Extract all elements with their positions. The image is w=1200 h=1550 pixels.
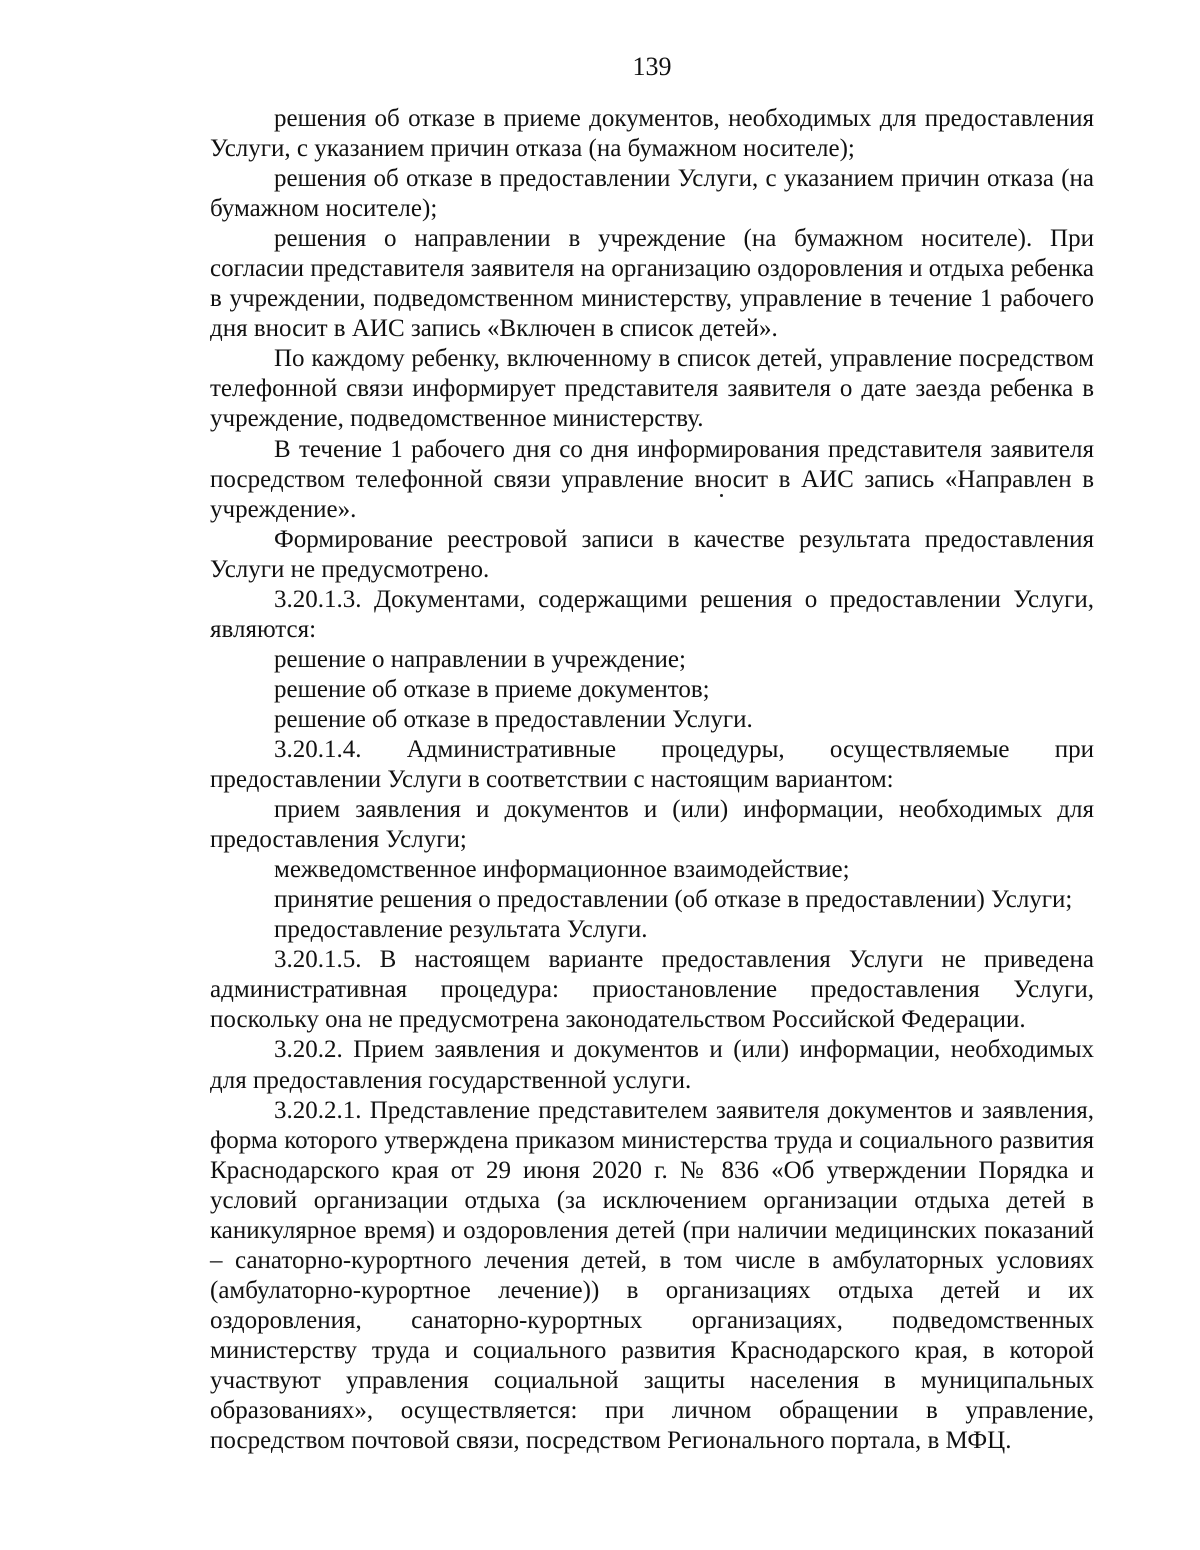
- paragraph-3-20-2-1: 3.20.2.1. Представление представителем заявителя документов и заявления, форма которого утверждена приказом министерства труда и социального развития Краснодарского края от 29 июня 2020 г. № 836 «Об утверждении Порядка и условий организации отдыха (за исключением организации отдыха детей в каникулярное время) и оздоровления детей (при наличии медицинских показаний – санаторно-курортного лечения детей, в том числе в амбулаторных условиях (амбулаторно-курортное лечение)) в организациях отдыха детей и их оздоровления, санаторно-курортных организациях, подведомственных министерству труда и социального развития Краснодарского края, в которой участвуют управления социальной защиты населения в муниципальных образованиях», осуществляется: при личном обращении в управление, посредством почтовой связи, посредством Регионального портала, в МФЦ.: [210, 1096, 1094, 1455]
- paragraph-refusal-documents: решения об отказе в приеме документов, необходимых для предоставления Услуги, с указанием причин отказа (на бумажном носителе);: [210, 105, 1094, 163]
- paragraph-refusal-service: решения об отказе в предоставлении Услуги, с указанием причин отказа (на бумажном носителе);: [210, 165, 1094, 223]
- list-item-procedure-interagency: межведомственное информационное взаимодействие;: [274, 856, 850, 884]
- paragraph-3-20-2: 3.20.2. Прием заявления и документов и (или) информации, необходимых для предоставления государственной услуги.: [210, 1036, 1094, 1094]
- paragraph-referral-decision: решения о направлении в учреждение (на бумажном носителе). При согласии представителя заявителя на организацию оздоровления и отдыха ребенка в учреждении, подведомственном министерству, управление в течение 1 рабочего дня вносит в АИС запись «Включен в список детей».: [210, 225, 1094, 343]
- paragraph-3-20-1-5: 3.20.1.5. В настоящем варианте предоставления Услуги не приведена административная процедура: приостановление предоставления Услуги, поскольку она не предусмотрена законодательством Российской Федерации.: [210, 946, 1094, 1034]
- list-item-decision-refusal-documents: решение об отказе в приеме документов;: [274, 675, 710, 703]
- paragraph-3-20-1-3: 3.20.1.3. Документами, содержащими решения о предоставлении Услуги, являются:: [210, 585, 1094, 643]
- document-body: [210, 104, 1094, 1456]
- page-number: 139: [632, 52, 672, 81]
- paragraph-ais-record: В течение 1 рабочего дня со дня информирования представителя заявителя посредством телефонной связи управление вносит в АИС запись «Направлен в учреждение».: [210, 435, 1094, 523]
- paragraph-child-notification: По каждому ребенку, включенному в список детей, управление посредством телефонной связи информирует представителя заявителя о дате заезда ребенка в учреждение, подведомственное министерству.: [210, 345, 1094, 433]
- paragraph-3-20-1-4: 3.20.1.4. Административные процедуры, осуществляемые при предоставлении Услуги в соответствии с настоящим вариантом:: [210, 735, 1094, 794]
- list-item-decision-refusal-service: решение об отказе в предоставлении Услуги.: [274, 705, 753, 733]
- paragraph-registry-record: Формирование реестровой записи в качестве результата предоставления Услуги не предусмотрено.: [210, 525, 1094, 583]
- scan-speck: [720, 494, 723, 497]
- list-item-procedure-application: прием заявления и документов и (или) информации, необходимых для предоставления Услуги;: [210, 796, 1094, 854]
- list-item-procedure-result: предоставление результата Услуги.: [274, 916, 648, 944]
- list-item-procedure-decision: принятие решения о предоставлении (об отказе в предоставлении) Услуги;: [274, 886, 1073, 914]
- list-item-decision-referral: решение о направлении в учреждение;: [274, 645, 686, 673]
